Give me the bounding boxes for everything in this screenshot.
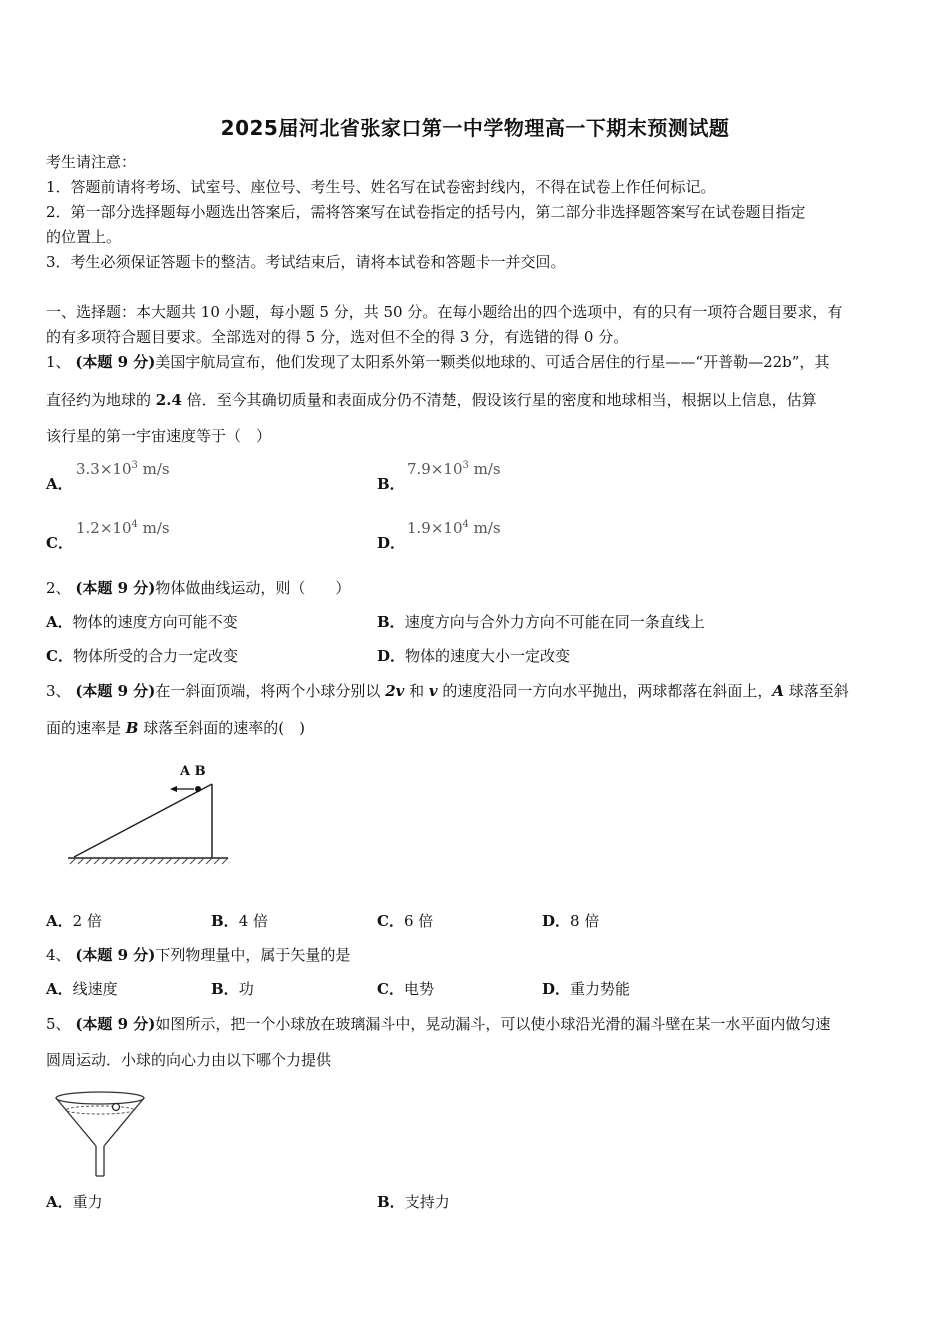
incline-line <box>74 784 212 857</box>
option-label: B． <box>377 613 405 631</box>
q1-stem-line3: 该行星的第一宇宙速度等于（ ） <box>46 427 272 445</box>
q3-speed-v: v <box>428 682 438 700</box>
q5-stem-line1 <box>46 1012 906 1037</box>
option-text: 物体的速度大小一定改变 <box>405 647 571 665</box>
q5-stem-line2: 圆周运动．小球的向心力由以下哪个力提供 <box>46 1051 332 1069</box>
option-text: 功 <box>238 980 254 998</box>
q2-option-c[interactable] <box>46 644 238 669</box>
option-text: 8 倍 <box>570 912 600 930</box>
q3-number: 3、 <box>46 682 71 700</box>
option-label: D． <box>377 647 406 665</box>
arrow-head <box>170 786 177 792</box>
option-label: A． <box>46 912 73 930</box>
q2-option-d[interactable] <box>377 644 570 669</box>
value-mantissa: 1.2×10 <box>76 519 132 537</box>
q3-ball-a: A <box>772 682 785 700</box>
q3-text-1b: 和 <box>404 682 429 700</box>
option-label: B． <box>211 912 239 930</box>
option-label: B． <box>211 980 239 998</box>
q3-option-a[interactable] <box>46 909 102 934</box>
option-label: A． <box>46 980 73 998</box>
option-label: A． <box>46 613 73 631</box>
q1-option-c-value <box>76 519 170 537</box>
ball <box>195 786 201 792</box>
funnel-right-wall <box>104 1098 144 1146</box>
q1-option-d-value <box>407 519 501 537</box>
notice-item-2: 2．第一部分选择题每小题选出答案后，需将答案写在试卷指定的括号内，第二部分非选择题答案写在试卷题目指定 <box>46 203 806 221</box>
option-label: C． <box>377 912 404 930</box>
value-mantissa: 3.3×10 <box>76 460 132 478</box>
option-label: B． <box>377 1193 405 1211</box>
q5-number: 5、 <box>46 1015 71 1033</box>
q3-text-1a: 在一斜面顶端，将两个小球分别以 <box>155 682 386 700</box>
value-unit: m/s <box>468 460 501 478</box>
value-exponent: 3 <box>462 460 469 471</box>
option-text: 速度方向与合外力方向不可能在同一条直线上 <box>404 613 705 631</box>
q3-text-1c: 的速度沿同一方向水平抛出，两球都落在斜面上， <box>437 682 773 700</box>
q1-stem-line1 <box>46 350 906 375</box>
q3-text-2b: 球落至斜面的速率的( ) <box>138 719 305 737</box>
q2-score-tag: (本题 9 分) <box>75 579 156 597</box>
option-text: 6 倍 <box>403 912 434 930</box>
q3-option-b[interactable] <box>211 909 268 934</box>
notice-heading: 考生请注意： <box>46 153 137 171</box>
funnel-diagram <box>48 1088 158 1180</box>
option-label: A． <box>46 475 73 493</box>
diagram-label: A B <box>180 764 206 779</box>
q1-option-a[interactable] <box>46 472 73 497</box>
q3-option-c[interactable] <box>377 909 433 934</box>
q4-stem <box>46 943 906 968</box>
q4-option-d[interactable] <box>542 977 630 1002</box>
value-exponent: 3 <box>131 460 138 471</box>
option-text: 物体所受的合力一定改变 <box>72 647 238 665</box>
q4-text: 下列物理量中，属于矢量的是 <box>155 946 351 964</box>
q1-option-a-value <box>76 460 170 478</box>
q1-text-2a: 直径约为地球的 <box>46 391 156 409</box>
q2-text: 物体做曲线运动，则（ ） <box>155 579 351 597</box>
option-text: 物体的速度方向可能不变 <box>72 613 238 631</box>
option-label: C． <box>377 980 404 998</box>
option-label: D． <box>377 534 406 552</box>
notice-item-2-cont: 的位置上。 <box>46 228 122 246</box>
ground-hatching <box>70 858 228 864</box>
funnel-left-wall <box>56 1098 96 1146</box>
q1-text-1: 美国宇航局宣布，他们发现了太阳系外第一颗类似地球的、可适合居住的行星——“开普勒—22b”，其 <box>155 353 830 371</box>
q3-stem-line1 <box>46 679 906 704</box>
q3-speed-2v: 2v <box>385 682 405 700</box>
q2-option-b[interactable] <box>377 610 705 635</box>
option-text: 2 倍 <box>72 912 102 930</box>
q3-option-d[interactable] <box>542 909 599 934</box>
q3-text-1d: 球落至斜 <box>784 682 849 700</box>
q1-option-c[interactable] <box>46 531 73 556</box>
value-exponent: 4 <box>462 519 469 530</box>
value-exponent: 4 <box>131 519 138 530</box>
q1-text-2c: 倍．至今其确切质量和表面成分仍不清楚，假设该行星的密度和地球相当，根据以上信息，估算 <box>181 391 817 409</box>
section-intro-line2: 的有多项符合题目要求。全部选对的得 5 分，选对但不全的得 3 分，有选错的得 0 分。 <box>46 328 629 346</box>
section-intro-line1: 一、选择题：本大题共 10 小题，每小题 5 分，共 50 分。在每小题给出的四个选项中，有的只有一项符合题目要求，有 <box>46 303 843 321</box>
q2-number: 2、 <box>46 579 71 597</box>
q5-option-a[interactable] <box>46 1190 103 1215</box>
page-title: 2025届河北省张家口第一中学物理高一下期末预测试题 <box>220 116 730 140</box>
value-unit: m/s <box>137 519 170 537</box>
option-label: C． <box>46 647 73 665</box>
q3-text-2a: 面的速率是 <box>46 719 126 737</box>
option-label: A． <box>46 1193 73 1211</box>
q2-stem <box>46 576 906 601</box>
option-label: C． <box>46 534 73 552</box>
q4-option-b[interactable] <box>211 977 254 1002</box>
ball <box>113 1104 120 1111</box>
q1-option-b-value <box>407 460 501 478</box>
notice-item-1: 1．答题前请将考场、试室号、座位号、考生号、姓名写在试卷密封线内，不得在试卷上作任何标记。 <box>46 178 716 196</box>
q1-score-tag: (本题 9 分) <box>75 353 156 371</box>
q3-stem-line2 <box>46 716 906 741</box>
option-text: 重力 <box>72 1193 103 1211</box>
q4-option-a[interactable] <box>46 977 118 1002</box>
option-label: D． <box>542 912 571 930</box>
q1-ratio: 2.4 <box>155 391 182 409</box>
q2-option-a[interactable] <box>46 610 238 635</box>
incline-diagram <box>60 760 235 870</box>
q5-score-tag: (本题 9 分) <box>75 1015 156 1033</box>
q3-score-tag: (本题 9 分) <box>75 682 156 700</box>
option-text: 支持力 <box>404 1193 450 1211</box>
option-text: 4 倍 <box>238 912 268 930</box>
option-label: D． <box>542 980 571 998</box>
q1-number: 1、 <box>46 353 71 371</box>
option-text: 电势 <box>403 980 434 998</box>
value-mantissa: 7.9×10 <box>407 460 463 478</box>
option-text: 线速度 <box>72 980 118 998</box>
q4-score-tag: (本题 9 分) <box>75 946 156 964</box>
q4-option-c[interactable] <box>377 977 434 1002</box>
value-mantissa: 1.9×10 <box>407 519 463 537</box>
option-label: B． <box>377 475 405 493</box>
q3-ball-b: B <box>125 719 139 737</box>
q4-number: 4、 <box>46 946 71 964</box>
option-text: 重力势能 <box>570 980 631 998</box>
value-unit: m/s <box>137 460 170 478</box>
q1-option-d[interactable] <box>377 531 405 556</box>
orbit-path <box>66 1106 134 1114</box>
value-unit: m/s <box>468 519 501 537</box>
funnel-rim <box>56 1092 144 1104</box>
q5-option-b[interactable] <box>377 1190 450 1215</box>
q1-option-b[interactable] <box>377 472 405 497</box>
notice-item-3: 3．考生必须保证答题卡的整洁。考试结束后，请将本试卷和答题卡一并交回。 <box>46 253 566 271</box>
q1-stem-line2 <box>46 388 906 413</box>
q5-text-1: 如图所示，把一个小球放在玻璃漏斗中，晃动漏斗，可以使小球沿光滑的漏斗壁在某一水平面内做匀速 <box>155 1015 831 1033</box>
